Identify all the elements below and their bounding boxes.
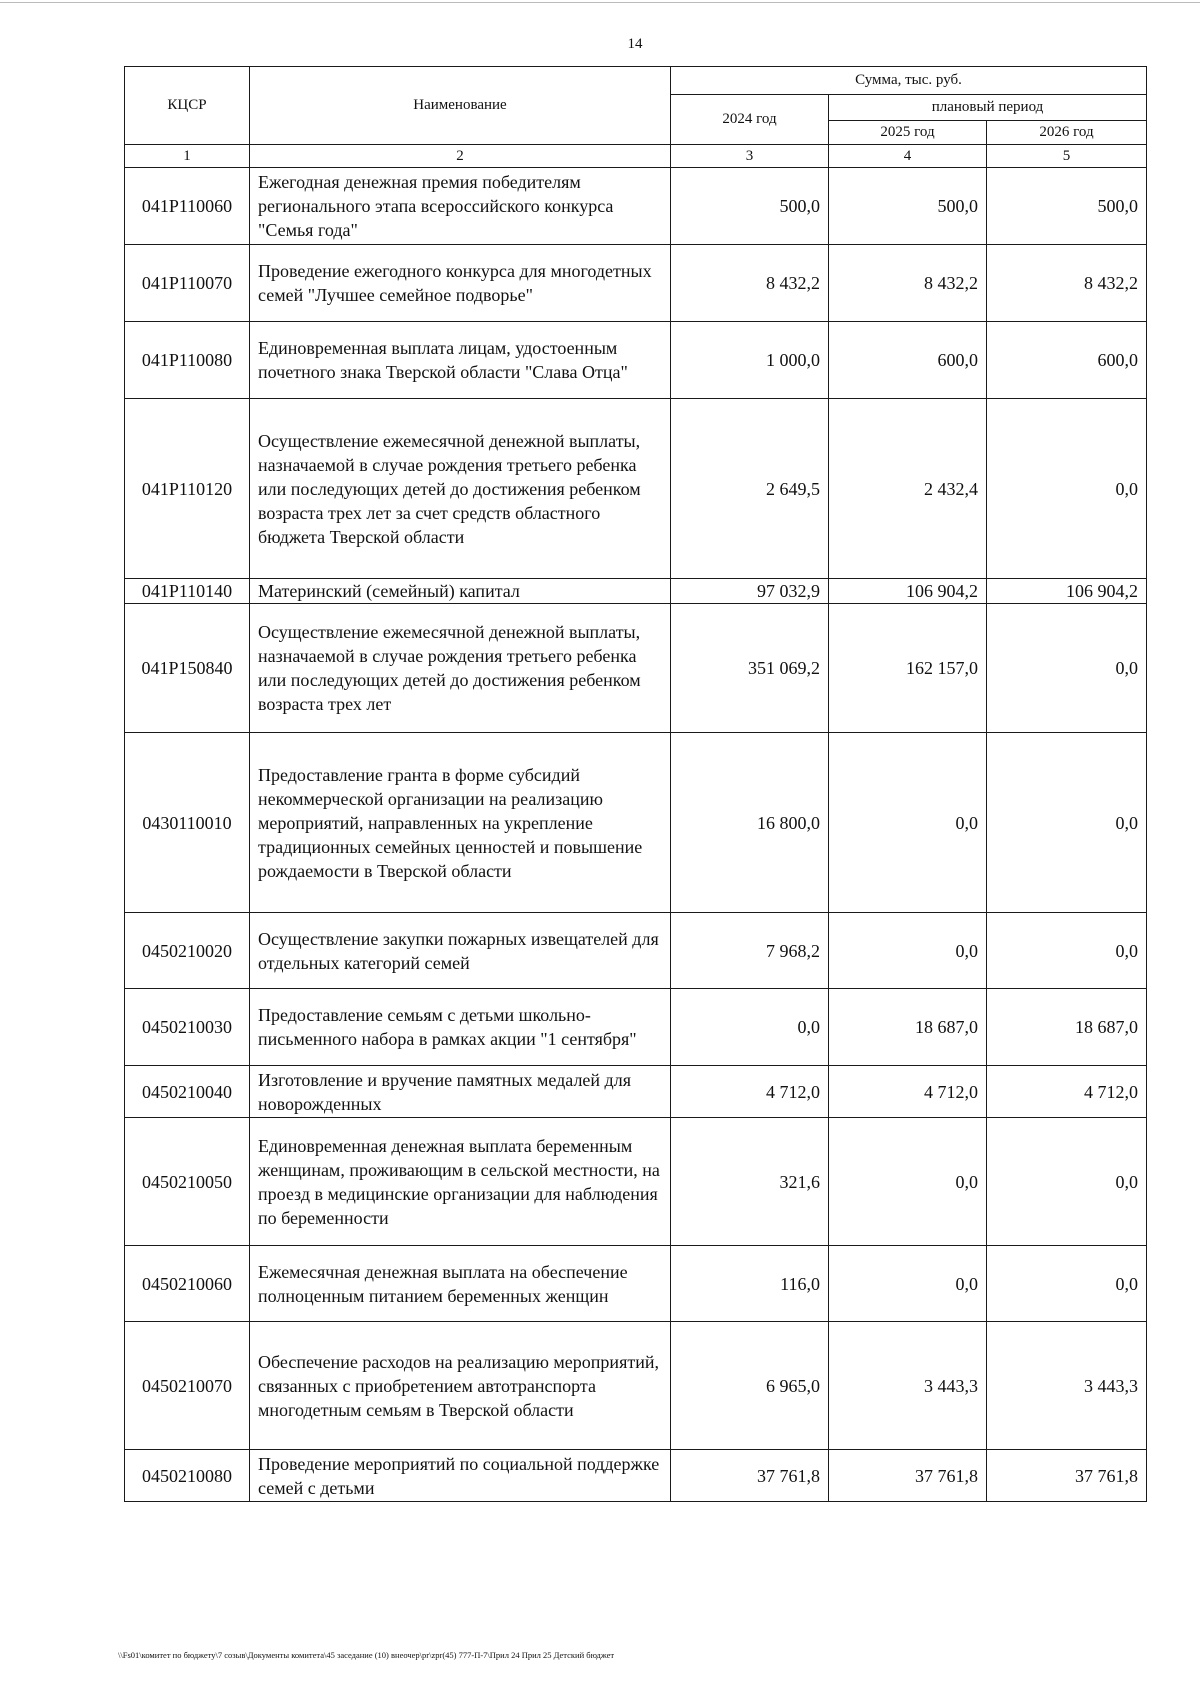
row-value-2025: 0,0 [829, 733, 987, 913]
row-value-2024: 321,6 [671, 1118, 829, 1246]
footer-file-path: \\Fs01\комитет по бюджету\7 созыв\Документы комитета\45 заседание (10) внеочер\pr\zpr(45) 777-П-7\Прил 24 Прил 25 Детский бюджет [118, 1650, 615, 1660]
table-row [125, 1450, 1147, 1502]
table-row [125, 1066, 1147, 1118]
row-name: Осуществление закупки пожарных извещателей для отдельных категорий семей [250, 913, 671, 989]
table-row [125, 913, 1147, 989]
column-number: 4 [829, 145, 987, 168]
row-value-2025: 0,0 [829, 913, 987, 989]
table-row [125, 604, 1147, 733]
row-code: 0450210050 [125, 1118, 250, 1246]
row-value-2026: 106 904,2 [987, 579, 1147, 604]
row-value-2025: 600,0 [829, 322, 987, 399]
row-value-2025: 8 432,2 [829, 245, 987, 322]
header-planned-period: плановый период [829, 95, 1147, 121]
table-row [125, 168, 1147, 245]
row-value-2024: 97 032,9 [671, 579, 829, 604]
header-sum-group: Сумма, тыс. руб. [671, 67, 1147, 95]
row-value-2025: 4 712,0 [829, 1066, 987, 1118]
row-value-2024: 37 761,8 [671, 1450, 829, 1502]
row-value-2024: 8 432,2 [671, 245, 829, 322]
row-name: Единовременная выплата лицам, удостоенным почетного знака Тверской области "Слава Отца" [250, 322, 671, 399]
row-value-2025: 162 157,0 [829, 604, 987, 733]
row-name: Материнский (семейный) капитал [250, 579, 671, 604]
table-row [125, 245, 1147, 322]
row-code: 0450210030 [125, 989, 250, 1066]
row-value-2024: 351 069,2 [671, 604, 829, 733]
row-value-2024: 500,0 [671, 168, 829, 245]
row-code: 0430110010 [125, 733, 250, 913]
row-value-2025: 2 432,4 [829, 399, 987, 579]
budget-table [124, 66, 1147, 1502]
row-value-2025: 3 443,3 [829, 1322, 987, 1450]
table-row [125, 1118, 1147, 1246]
row-name: Осуществление ежемесячной денежной выплаты, назначаемой в случае рождения третьего ребенка или последующих детей до достижения ребенком возраста трех лет [250, 604, 671, 733]
row-value-2024: 16 800,0 [671, 733, 829, 913]
row-value-2025: 18 687,0 [829, 989, 987, 1066]
row-name: Единовременная денежная выплата беременным женщинам, проживающим в сельской местности, на проезд в медицинские организации для наблюдения по беременности [250, 1118, 671, 1246]
row-value-2024: 7 968,2 [671, 913, 829, 989]
row-value-2026: 3 443,3 [987, 1322, 1147, 1450]
header-code: КЦСР [125, 67, 250, 145]
page-number: 14 [627, 36, 643, 52]
header-name: Наименование [250, 67, 671, 145]
scan-edge-line [0, 2, 1200, 3]
row-name: Предоставление гранта в форме субсидий некоммерческой организации на реализацию мероприятий, направленных на укрепление традиционных семейных ценностей и повышение рождаемости в Тверской области [250, 733, 671, 913]
column-number-row [125, 145, 1147, 168]
row-value-2024: 4 712,0 [671, 1066, 829, 1118]
row-name: Проведение мероприятий по социальной поддержке семей с детьми [250, 1450, 671, 1502]
row-name: Обеспечение расходов на реализацию мероприятий, связанных с приобретением автотранспорта многодетным семьям в Тверской области [250, 1322, 671, 1450]
row-value-2026: 0,0 [987, 1118, 1147, 1246]
table-row [125, 579, 1147, 604]
row-value-2026: 0,0 [987, 913, 1147, 989]
row-value-2025: 37 761,8 [829, 1450, 987, 1502]
header-year-2026: 2026 год [987, 121, 1147, 145]
column-number: 5 [987, 145, 1147, 168]
row-code: 041P110070 [125, 245, 250, 322]
table-row [125, 989, 1147, 1066]
row-value-2024: 116,0 [671, 1246, 829, 1322]
row-value-2026: 0,0 [987, 733, 1147, 913]
row-value-2026: 0,0 [987, 1246, 1147, 1322]
table-row [125, 1322, 1147, 1450]
row-value-2026: 600,0 [987, 322, 1147, 399]
row-name: Изготовление и вручение памятных медалей для новорожденных [250, 1066, 671, 1118]
header-year-2025: 2025 год [829, 121, 987, 145]
row-name: Ежемесячная денежная выплата на обеспечение полноценным питанием беременных женщин [250, 1246, 671, 1322]
row-code: 0450210070 [125, 1322, 250, 1450]
header-year-2024: 2024 год [671, 95, 829, 145]
column-number: 1 [125, 145, 250, 168]
row-name: Ежегодная денежная премия победителям регионального этапа всероссийского конкурса "Семья года" [250, 168, 671, 245]
table-row [125, 733, 1147, 913]
row-code: 0450210080 [125, 1450, 250, 1502]
row-value-2026: 500,0 [987, 168, 1147, 245]
row-value-2025: 500,0 [829, 168, 987, 245]
row-name: Проведение ежегодного конкурса для многодетных семей "Лучшее семейное подворье" [250, 245, 671, 322]
row-value-2024: 2 649,5 [671, 399, 829, 579]
row-code: 041P110120 [125, 399, 250, 579]
row-code: 0450210040 [125, 1066, 250, 1118]
row-code: 041P110080 [125, 322, 250, 399]
row-value-2026: 18 687,0 [987, 989, 1147, 1066]
row-value-2024: 1 000,0 [671, 322, 829, 399]
table-row [125, 399, 1147, 579]
column-number: 3 [671, 145, 829, 168]
row-value-2025: 0,0 [829, 1118, 987, 1246]
table-row [125, 322, 1147, 399]
row-name: Предоставление семьям с детьми школьно-письменного набора в рамках акции "1 сентября" [250, 989, 671, 1066]
row-value-2025: 0,0 [829, 1246, 987, 1322]
column-number: 2 [250, 145, 671, 168]
row-value-2026: 8 432,2 [987, 245, 1147, 322]
table-row [125, 1246, 1147, 1322]
row-value-2024: 0,0 [671, 989, 829, 1066]
row-value-2025: 106 904,2 [829, 579, 987, 604]
row-value-2026: 0,0 [987, 604, 1147, 733]
row-value-2026: 0,0 [987, 399, 1147, 579]
row-value-2026: 4 712,0 [987, 1066, 1147, 1118]
row-code: 0450210020 [125, 913, 250, 989]
row-value-2024: 6 965,0 [671, 1322, 829, 1450]
row-code: 0450210060 [125, 1246, 250, 1322]
row-code: 041P150840 [125, 604, 250, 733]
row-code: 041P110060 [125, 168, 250, 245]
row-name: Осуществление ежемесячной денежной выплаты, назначаемой в случае рождения третьего ребенка или последующих детей до достижения ребенком возраста трех лет за счет средств областного бюджета Тверской области [250, 399, 671, 579]
row-value-2026: 37 761,8 [987, 1450, 1147, 1502]
row-code: 041P110140 [125, 579, 250, 604]
